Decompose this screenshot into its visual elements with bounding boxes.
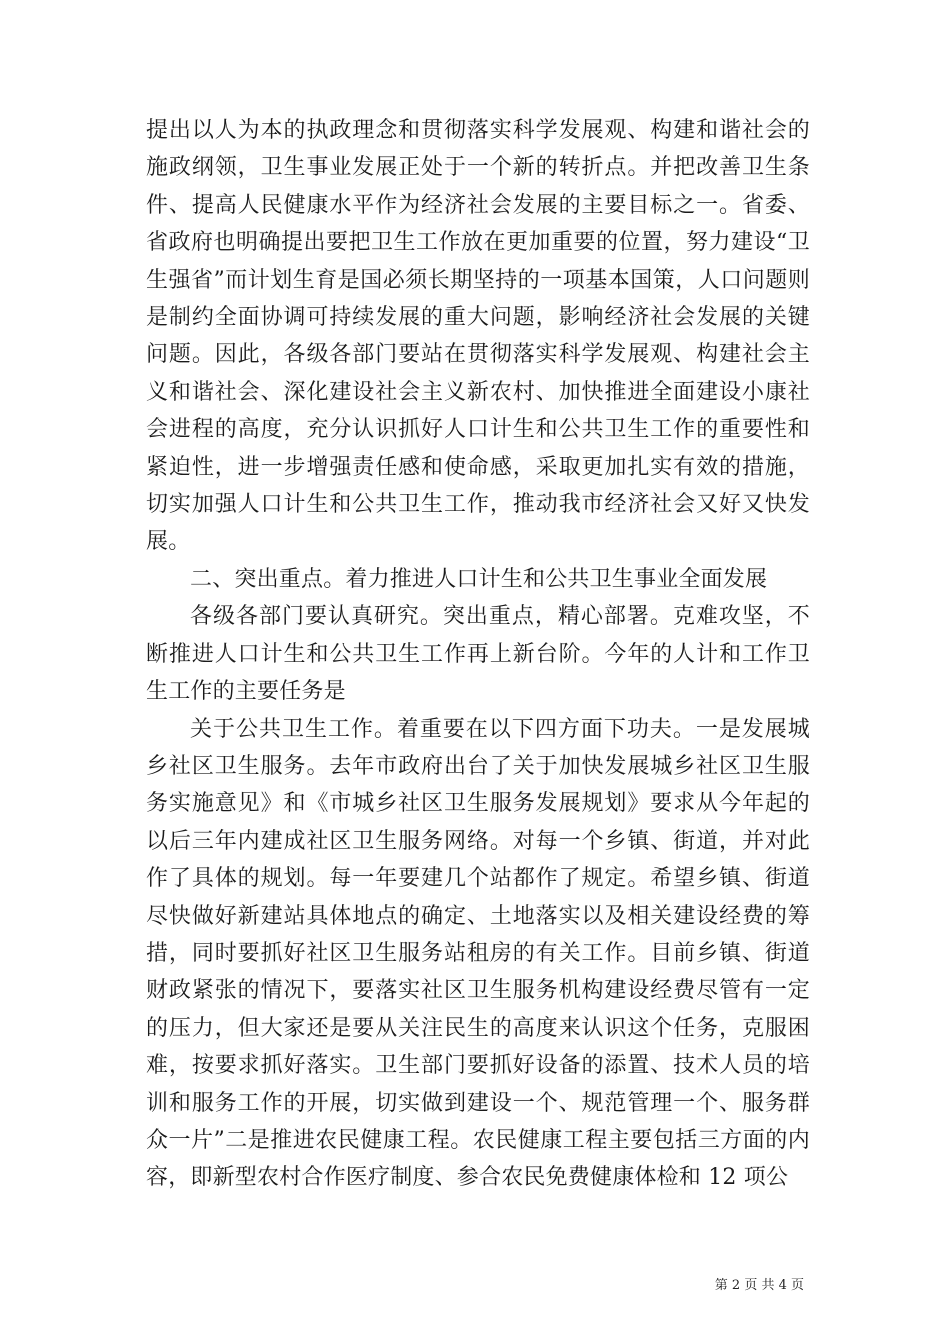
document-body: [146, 112, 810, 1197]
paragraph-continuation: 提出以人为本的执政理念和贯彻落实科学发展观、构建和谐社会的施政纲领，卫生事业发展正处于一个新的转折点。并把改善卫生条件、提高人民健康水平作为经济社会发展的主要目标之一。省委、省政府也明确提出要把卫生工作放在更加重要的位置，努力建设“卫生强省”而计划生育是国必须长期坚持的一项基本国策，人口问题则是制约全面协调可持续发展的重大问题，影响经济社会发展的关键问题。因此，各级各部门要站在贯彻落实科学发展观、构建社会主义和谐社会、深化建设社会主义新农村、加快推进全面建设小康社会进程的高度，充分认识抓好人口计生和公共卫生工作的重要性和紧迫性，进一步增强责任感和使命感，采取更加扎实有效的措施，切实加强人口计生和公共卫生工作，推动我市经济社会又好又快发展。: [146, 118, 810, 555]
section-heading: 二、突出重点。着力推进人口计生和公共卫生事业全面发展: [190, 566, 768, 592]
paragraph-public-health: 关于公共卫生工作。着重要在以下四方面下功夫。一是发展城乡社区卫生服务。去年市政府出台了关于加快发展城乡社区卫生服务实施意见》和《市城乡社区卫生服务发展规划》要求从今年起的以后三年内建成社区卫生服务网络。对每一个乡镇、街道，并对此作了具体的规划。每一年要建几个站都作了规定。希望乡镇、街道尽快做好新建站具体地点的确定、土地落实以及相关建设经费的筹措，同时要抓好社区卫生服务站租房的有关工作。目前乡镇、街道财政紧张的情况下，要落实社区卫生服务机构建设经费尽管有一定的压力，但大家还是要从关注民生的高度来认识这个任务，克服困难，按要求抓好落实。卫生部门要抓好设备的添置、技术人员的培训和服务工作的开展，切实做到建设一个、规范管理一个、服务群众一片”二是推进农民健康工程。农民健康工程主要包括三方面的内容，即新型农村合作医疗制度、参合农民免费健康体检和 12 项公: [146, 716, 810, 1191]
page-number: 第 2 页 共 4 页: [714, 1278, 804, 1293]
paragraph-section-intro: 各级各部门要认真研究。突出重点，精心部署。克难攻坚，不断推进人口计生和公共卫生工作再上新台阶。今年的人计和工作卫生工作的主要任务是: [146, 604, 810, 705]
